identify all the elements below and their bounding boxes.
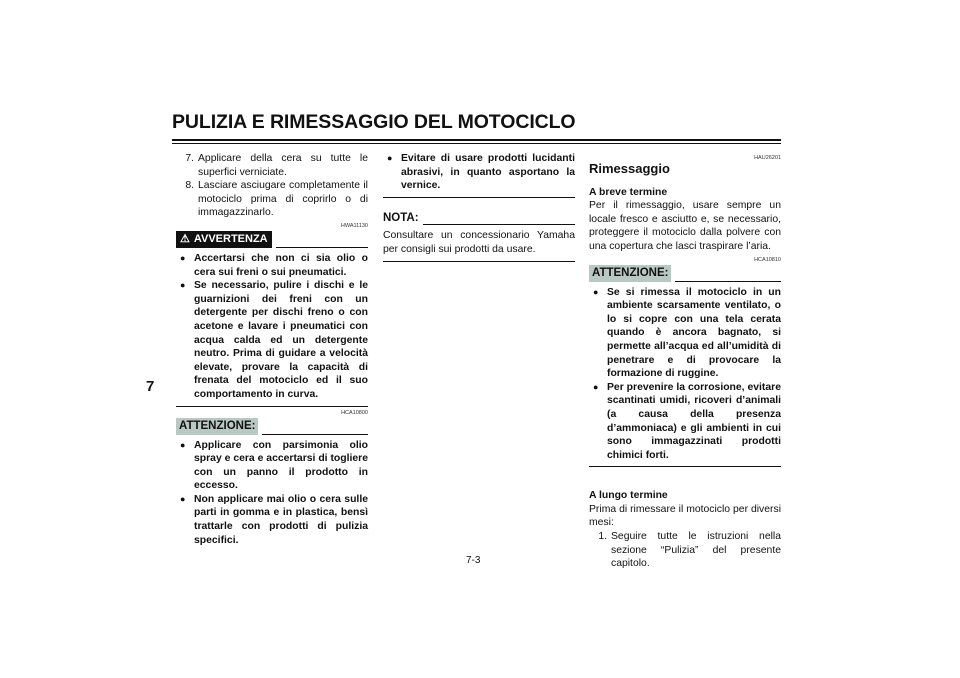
bullet-icon: ● xyxy=(180,493,186,504)
column-3 xyxy=(589,152,781,571)
bullet-text: Evitare di usare prodotti lucidanti abrasivi, in quanto asportano la vernice. xyxy=(401,153,575,192)
step-number: 1. xyxy=(598,531,607,543)
step-item xyxy=(176,179,368,220)
step-text: Seguire tutte le istruzioni nella sezione “Pulizia” del presente capitolo. xyxy=(611,531,781,570)
warning-header xyxy=(176,231,368,248)
section-rule xyxy=(383,261,575,262)
note-header xyxy=(383,212,575,226)
bullet-text: Non applicare mai olio o cera sulle parti in gomma e in plastica, bensì trattarle con prodotti di pulizia specifici. xyxy=(194,493,368,546)
bullet-icon: ● xyxy=(180,252,186,263)
ref-code: HAU26201 xyxy=(754,155,781,161)
column-2 xyxy=(383,152,575,262)
page-title: PULIZIA E RIMESSAGGIO DEL MOTOCICLO xyxy=(172,111,576,133)
section-rule xyxy=(383,197,575,198)
page-number: 7-3 xyxy=(466,555,481,566)
bullet-icon: ● xyxy=(593,381,599,392)
note-label: NOTA: xyxy=(383,211,419,224)
paragraph: Per il rimessaggio, usare sempre un locale fresco e asciutto e, se necessario, proteggere il motociclo dalla polvere con una copertura che lasci traspirare l’aria. xyxy=(589,200,781,252)
bullet-item xyxy=(593,381,781,463)
bullet-item xyxy=(180,439,368,493)
section-rule xyxy=(176,406,368,407)
bullet-text: Applicare con parsimonia olio spray e cera e accertarsi di togliere con un panno il prodotto in eccesso. xyxy=(194,439,368,492)
bullet-icon: ● xyxy=(180,439,186,450)
title-rule xyxy=(172,139,781,141)
step-item xyxy=(176,152,368,179)
subsection-title: A breve termine xyxy=(589,186,668,198)
caution-header xyxy=(176,418,368,435)
ref-code: HCA10810 xyxy=(754,256,781,263)
caution-header xyxy=(589,265,781,282)
caution-label: ATTENZIONE: xyxy=(176,418,258,435)
bullet-text: Per prevenire la corrosione, evitare scantinati umidi, ricoveri d’animali (a causa della presenza d’ammoniaca) e gli ambienti in cui sono immagazzinati prodotti chimici forti. xyxy=(607,381,781,461)
bullet-item xyxy=(593,286,781,381)
warning-triangle-icon: ⚠ xyxy=(180,232,190,245)
bullet-item xyxy=(180,279,368,401)
bullet-text: Accertarsi che non ci sia olio o cera sui freni o sui pneumatici. xyxy=(194,252,368,278)
bullet-item xyxy=(180,252,368,279)
bullet-text: Se necessario, pulire i dischi e le guarnizioni dei freni con un detergente per dischi freno o con acetone e lavare i pneumatici con acqua calda ed un detergente neutro. Prima di guidare a velocità elevate, provare la capacità di frenata del motociclo ed il suo comportamento in curva. xyxy=(194,280,368,400)
chapter-tab: 7 xyxy=(146,378,155,395)
warning-label: AVVERTENZA xyxy=(193,232,268,245)
ref-code: HWA11130 xyxy=(340,222,368,229)
step-text: Lasciare asciugare completamente il motociclo prima di coprirlo o di immagazzinarlo. xyxy=(198,180,368,219)
note-text: Consultare un concessionario Yamaha per consigli sui prodotti da usare. xyxy=(383,230,575,255)
step-number: 7. xyxy=(185,153,194,164)
column-1 xyxy=(176,152,368,547)
bullet-icon: ● xyxy=(387,153,393,163)
section-rule xyxy=(589,466,781,467)
bullet-item xyxy=(387,152,575,193)
step-number: 8. xyxy=(185,180,194,192)
bullet-icon: ● xyxy=(180,280,186,291)
step-item xyxy=(589,530,781,571)
step-text: Applicare della cera su tutte le superfici verniciate. xyxy=(198,153,368,178)
ref-code: HCA10800 xyxy=(341,409,368,416)
bullet-text: Se si rimessa il motociclo in un ambiente scarsamente ventilato, o lo si copre con una tela cerata quando è ancora bagnato, si permette all’acqua ed all’umidità di penetrare e di provocare la formazione di ruggine. xyxy=(607,286,781,380)
bullet-icon: ● xyxy=(593,286,599,297)
caution-label: ATTENZIONE: xyxy=(589,265,671,282)
section-title: Rimessaggio xyxy=(589,161,670,176)
paragraph: Prima di rimessare il motociclo per diversi mesi: xyxy=(589,503,781,529)
title-rule xyxy=(172,143,781,144)
subsection-title: A lungo termine xyxy=(589,490,668,502)
bullet-item xyxy=(180,493,368,547)
